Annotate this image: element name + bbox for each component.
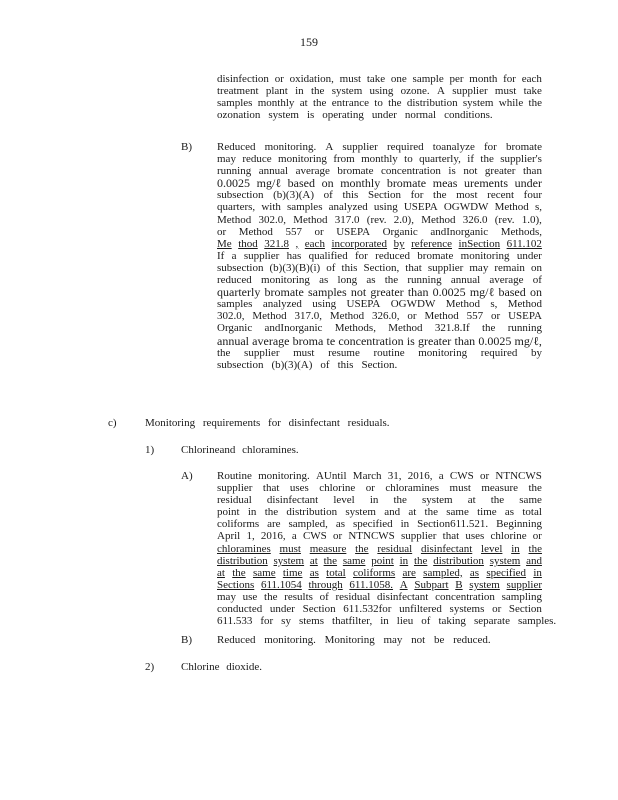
- text-line: Sections 611.1054 through 611.1058. A Subpart B system supplier: [217, 578, 542, 591]
- text-line: running annual average bromate concentration is not greater than: [217, 165, 542, 178]
- text-line: may reduce monitoring from monthly to quarterly, if the supplier's: [217, 153, 542, 166]
- text-line: supplier that uses chlorine or chloramines must measure the: [217, 482, 542, 495]
- text-line: point in the distribution system and at the same time as total: [217, 506, 542, 519]
- text-line: Me thod 321.8 , each incorporated by reference inSection 611.102: [217, 237, 542, 250]
- text-line: samples analyzed using USEPA OGWDW Method s, Method: [217, 298, 542, 311]
- item-2-text: Chlorine dioxide.: [181, 661, 262, 673]
- item-b2-text: Reduced monitoring. Monitoring may not be reduced.: [217, 634, 491, 646]
- text-line: 0.0025 mg/ℓ based on monthly bromate meas urements under: [217, 176, 542, 191]
- text-line: 302.0, Method 317.0, Method 326.0, or Method 557 or USEPA: [217, 310, 542, 323]
- item-c-label: c): [108, 417, 117, 429]
- text-line: subsection (b)(3)(A) of this Section for the most recent four: [217, 189, 542, 202]
- item-c-text: Monitoring requirements for disinfectant residuals.: [145, 417, 390, 429]
- reduced-monitoring-bromate-paragraph: [217, 141, 542, 371]
- text-line: at the same time as total coliforms are sampled, as specified in: [217, 566, 542, 579]
- text-line: Reduced monitoring. A supplier required toanalyze for bromate: [217, 141, 542, 153]
- text-line: samples monthly at the entrance to the distribution system while the: [217, 97, 542, 110]
- text-line: quarters, with samples analyzed using USEPA OGWDW Method s,: [217, 201, 542, 214]
- text-line: 611.533 for sy stems thatfilter, in lieu of taking separate samples.: [217, 615, 557, 628]
- text-line: the supplier must resume routine monitoring required by: [217, 346, 542, 359]
- page-number: 159: [300, 35, 318, 49]
- item-1-text: Chlorineand chloramines.: [181, 444, 299, 456]
- text-line: ozonation system is operating under normal conditions.: [217, 109, 493, 122]
- text-line: coliforms are sampled, as specified in Section611.521. Beginning: [217, 518, 542, 531]
- text-line: Organic andInorganic Methods, Method 321.8.If the running: [217, 322, 542, 335]
- item-2-label: 2): [145, 661, 155, 673]
- text-line: may use the results of residual disinfectant concentration sampling: [217, 590, 542, 603]
- intro-paragraph: [217, 73, 542, 121]
- text-line: subsection (b)(3)(A) of this Section.: [217, 358, 398, 371]
- item-b-label: B): [181, 141, 192, 153]
- text-line: conducted under Section 611.532for unfiltered systems or Section: [217, 603, 542, 616]
- item-1-label: 1): [145, 444, 155, 456]
- text-line: Routine monitoring. AUntil March 31, 2016, a CWS or NTNCWS: [217, 470, 542, 482]
- text-line: residual disinfectant level in the system at the same: [217, 494, 542, 507]
- text-line: reduced monitoring as long as the running annual average of: [217, 274, 542, 287]
- text-line: Method 302.0, Method 317.0 (rev. 2.0), Method 326.0 (rev. 1.0),: [217, 213, 542, 226]
- text-line: quarterly bromate samples not greater than 0.0025 mg/ℓ based on: [217, 285, 542, 300]
- item-b2-label: B): [181, 634, 192, 646]
- text-line: annual average broma te concentration is greater than 0.0025 mg/ℓ,: [217, 333, 542, 348]
- text-line: April 1, 2016, a CWS or NTNCWS supplier that uses chlorine or: [217, 530, 542, 543]
- text-line: subsection (b)(3)(B)(i) of this Section, that supplier may remain on: [217, 261, 542, 274]
- text-line: distribution system at the same point in the distribution system and: [217, 554, 542, 567]
- item-a-label: A): [181, 470, 193, 482]
- text-line: treatment plant in the system using ozone. A supplier must take: [217, 85, 542, 98]
- text-line: If a supplier has qualified for reduced bromate monitoring under: [217, 249, 542, 262]
- text-line: disinfection or oxidation, must take one sample per month for each: [217, 73, 542, 85]
- text-line: or Method 557 or USEPA Organic andInorganic Methods,: [217, 225, 542, 238]
- text-line: chloramines must measure the residual disinfectant level in the: [217, 542, 542, 555]
- routine-monitoring-paragraph: [217, 470, 557, 628]
